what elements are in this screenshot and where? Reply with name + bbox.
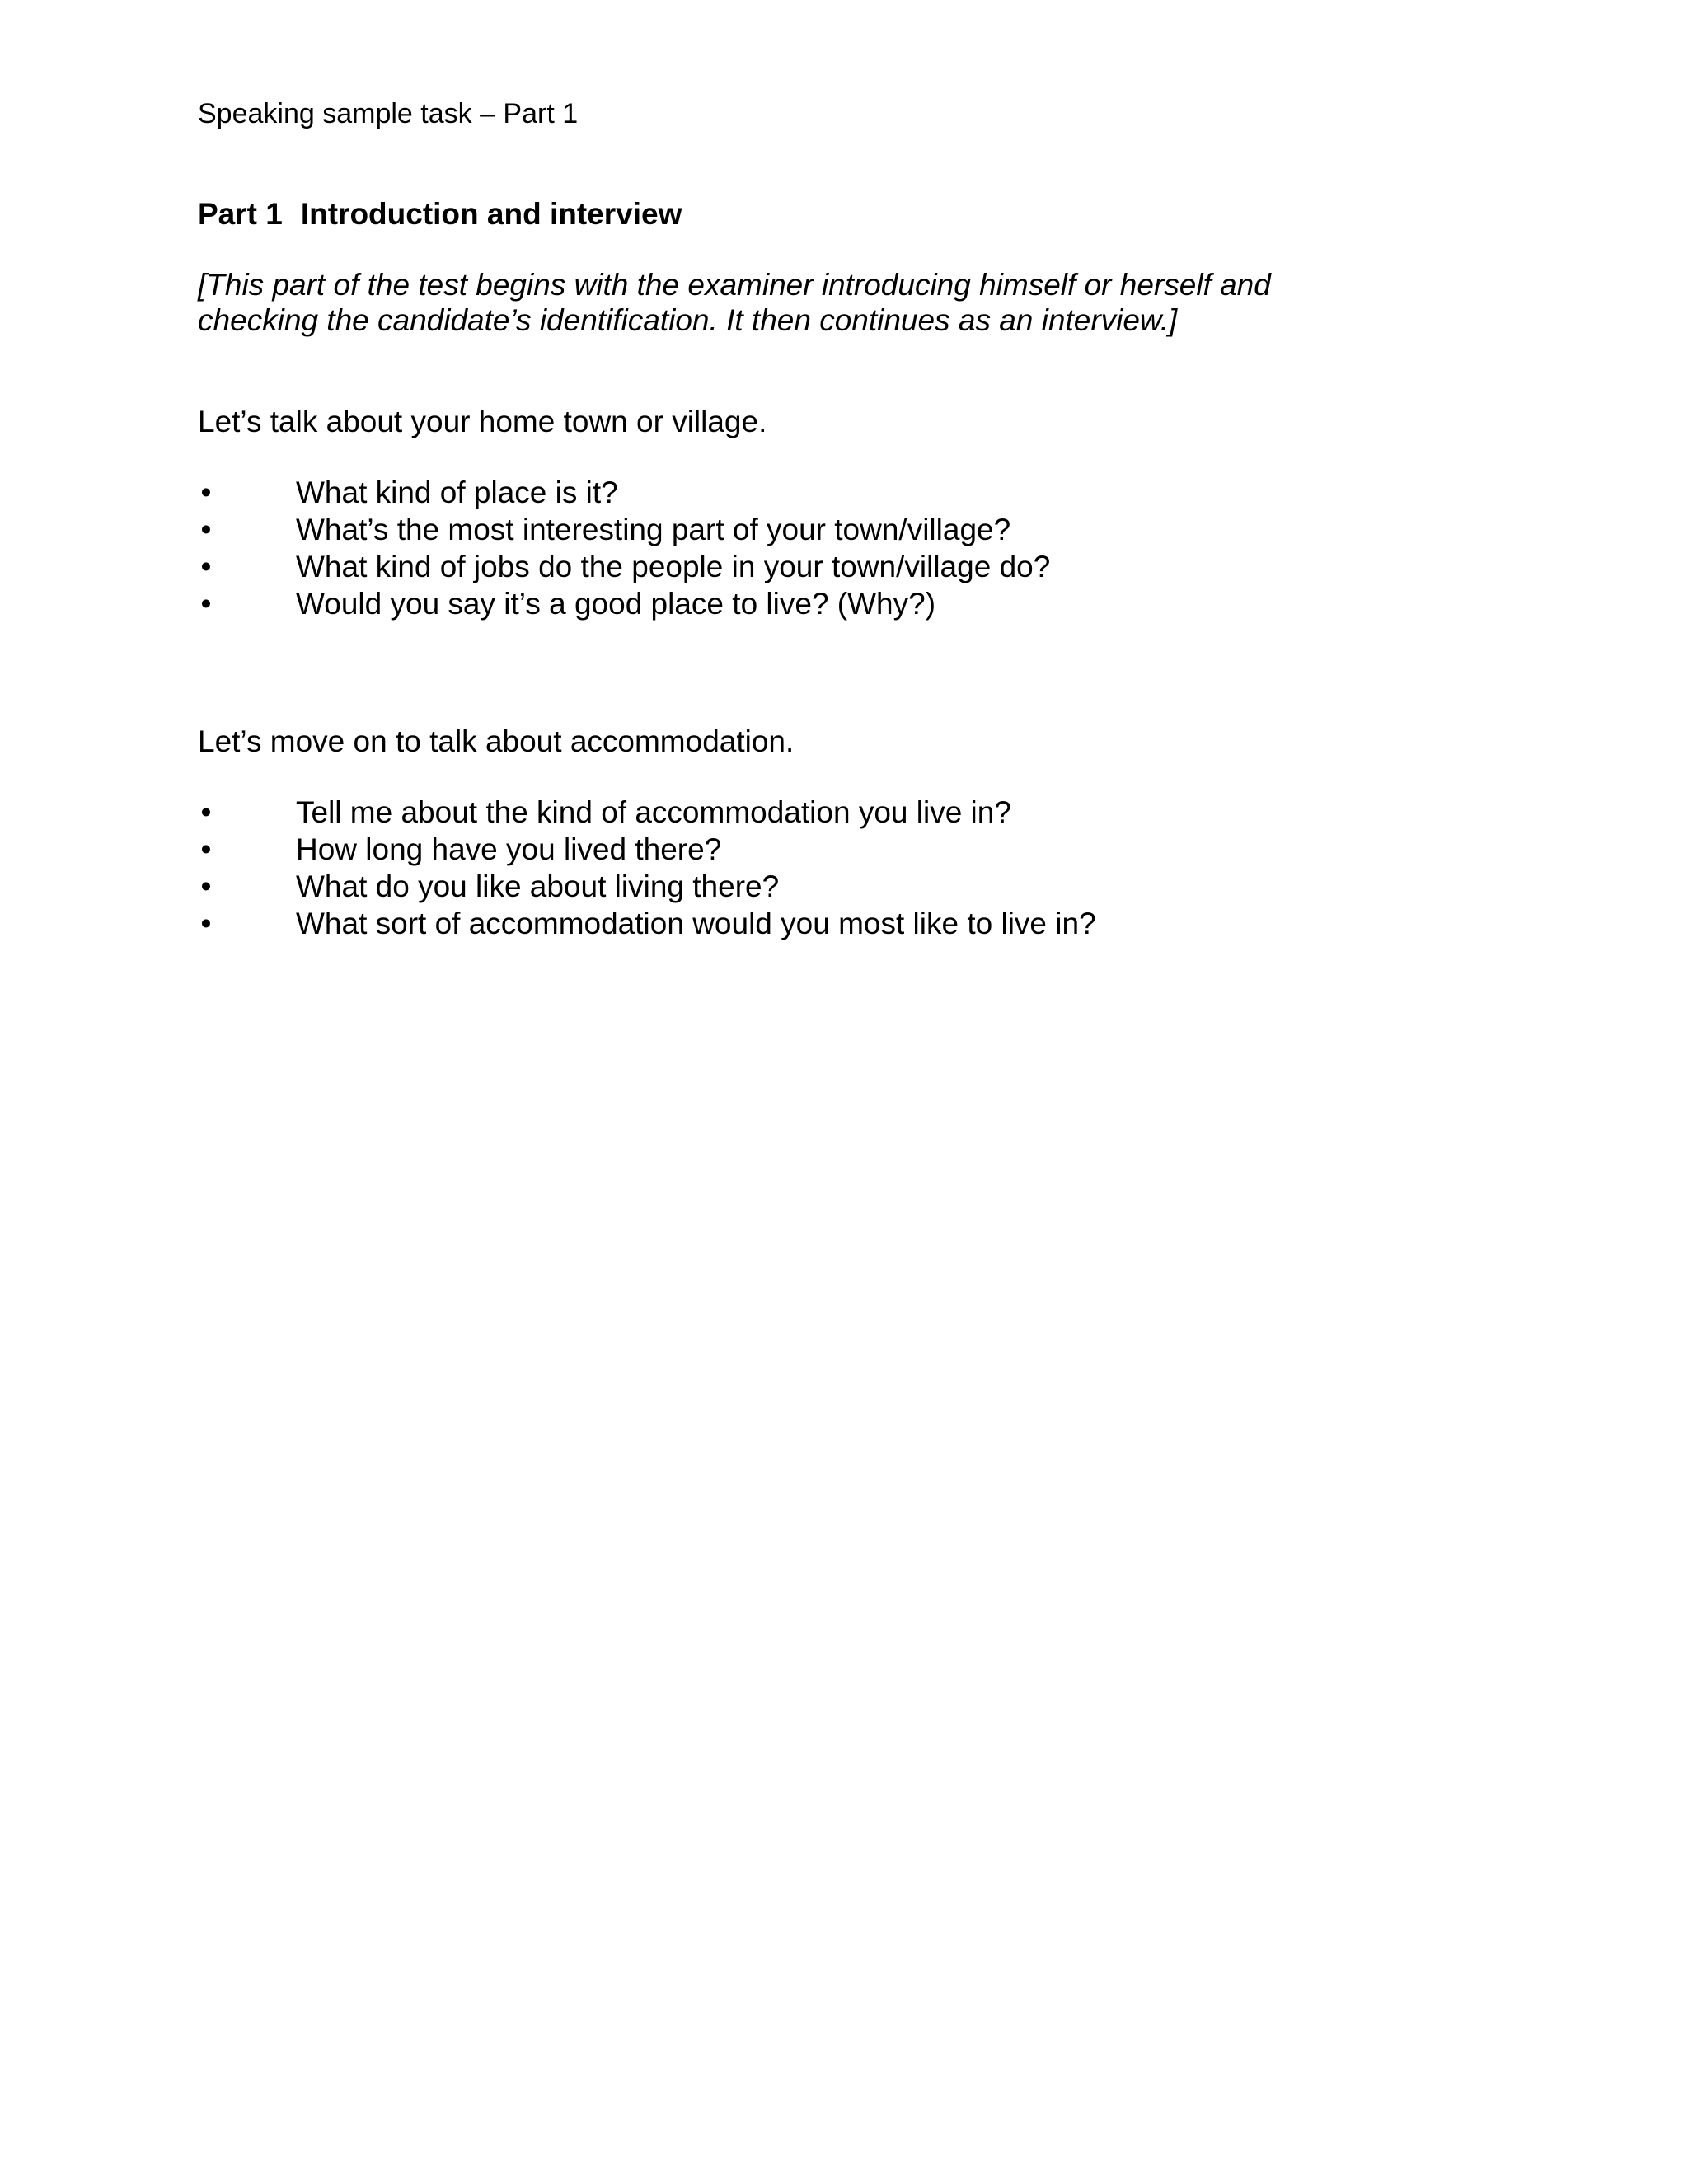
document-header: Speaking sample task – Part 1 bbox=[198, 98, 579, 129]
bullet-icon: • bbox=[200, 513, 212, 546]
question-text: What do you like about living there? bbox=[296, 869, 780, 903]
question-text: What’s the most interesting part of your town/village? bbox=[296, 513, 1011, 546]
part-title: Introduction and interview bbox=[300, 197, 682, 231]
instruction-line: [This part of the test begins with the examiner introducing himself or herself and bbox=[198, 268, 1271, 302]
question-text: What kind of place is it? bbox=[296, 476, 618, 509]
question-text: Would you say it’s a good place to live? (Why?) bbox=[296, 587, 936, 621]
examiner-instruction bbox=[198, 267, 1335, 338]
instruction-line: checking the candidate’s identification. It then continues as an interview.] bbox=[198, 303, 1178, 337]
bullet-icon: • bbox=[200, 907, 212, 940]
bullet-icon: • bbox=[200, 476, 212, 509]
question-text: How long have you lived there? bbox=[296, 832, 722, 866]
part-number: Part 1 bbox=[198, 197, 283, 231]
bullet-icon: • bbox=[200, 550, 212, 583]
question-text: What kind of jobs do the people in your town/village do? bbox=[296, 550, 1051, 583]
question-text: Tell me about the kind of accommodation you live in? bbox=[296, 795, 1011, 829]
question-text: What sort of accommodation would you most like to live in? bbox=[296, 907, 1096, 940]
bullet-icon: • bbox=[200, 869, 212, 903]
part-heading bbox=[198, 196, 682, 232]
bullet-icon: • bbox=[200, 587, 212, 621]
section-intro-accommodation: Let’s move on to talk about accommodation. bbox=[198, 724, 795, 758]
bullet-icon: • bbox=[200, 795, 212, 829]
bullet-icon: • bbox=[200, 832, 212, 866]
section-intro-home-town: Let’s talk about your home town or village. bbox=[198, 405, 767, 438]
